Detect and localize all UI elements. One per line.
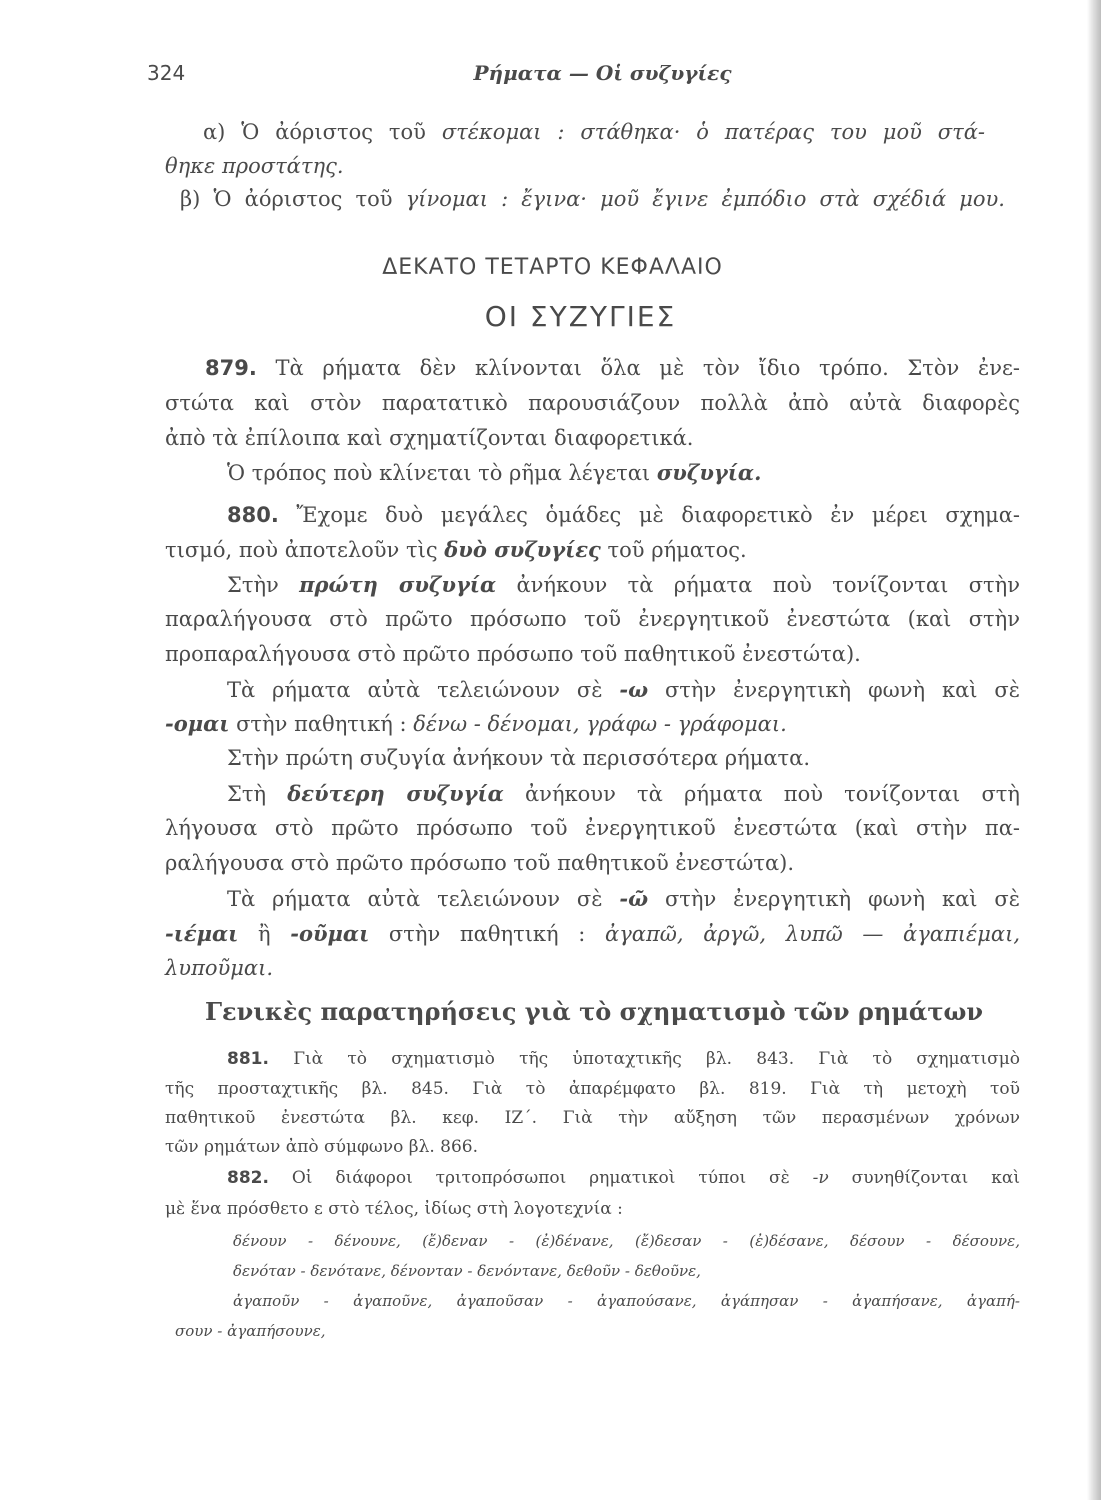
p880-text-9c: ἀνήκουν τὰ ρήματα ποὺ τονίζονται στὴ bbox=[503, 782, 1020, 806]
ending-n: -ν bbox=[812, 1168, 829, 1188]
intro-line-b bbox=[180, 189, 1005, 210]
p880-line-2 bbox=[165, 539, 1020, 561]
p880-line-11: ραλήγουσα στὸ πρῶτο πρόσωπο τοῦ παθητικοῦ ἐνεστώτα). bbox=[165, 851, 795, 875]
section-title: Γενικὲς παρατηρήσεις γιὰ τὸ σχηματισμὸ τῶν ρημάτων bbox=[205, 997, 984, 1026]
p880-text-2a: τισμό, ποὺ ἀποτελοῦν τὶς bbox=[165, 538, 445, 562]
intro-a-label: α) bbox=[203, 120, 242, 144]
p880-line-5: προπαραλήγουσα στὸ πρῶτο πρόσωπο τοῦ παθητικοῦ ἐνεστώτα). bbox=[165, 642, 861, 666]
p880-text-13d: στὴν παθητική : bbox=[369, 922, 606, 946]
p880-text-3c: ἀνήκουν τὰ ρήματα ποὺ τονίζονται στὴν bbox=[496, 573, 1020, 597]
p880-line-3 bbox=[227, 574, 1020, 596]
p881-line-3: παθητικοῦ ἐνεστώτα βλ. κεφ. ΙΖ΄. Γιὰ τὴν αὔξηση τῶν περασμένων χρόνων bbox=[165, 1108, 1020, 1128]
p879-line-1 bbox=[205, 358, 1020, 379]
term-defteri-syzygia: δεύτερη συζυγία bbox=[287, 781, 504, 806]
p882-text-1a: Οἱ διάφοροι τριτοπρόσωποι ρηματικοὶ τύποι σὲ bbox=[268, 1168, 813, 1188]
intro-a-italic-2: θηκε προστάτης. bbox=[165, 154, 344, 178]
intro-line-a1 bbox=[203, 122, 985, 143]
term-dyo-syzygies: δυὸ συζυγίες bbox=[444, 537, 601, 562]
p879-text-1: Τὰ ρήματα δὲν κλίνονται ὅλα μὲ τὸν ἴδιο τρόπο. Στὸν ἐνε- bbox=[256, 356, 1020, 380]
p880-line-9 bbox=[227, 783, 1020, 805]
p880-text-6a: Τὰ ρήματα αὐτὰ τελειώνουν σὲ bbox=[227, 678, 620, 702]
p880-line-14: λυποῦμαι. bbox=[165, 956, 274, 980]
ending-o: -ω bbox=[619, 677, 649, 702]
p882-line-2: μὲ ἕνα πρόσθετο ε στὸ τέλος, ἰδίως στὴ λογοτεχνία : bbox=[165, 1199, 623, 1219]
page-edge-shadow bbox=[1087, 0, 1101, 1500]
chapter-title: ΟΙ ΣΥΖΥΓΙΕΣ bbox=[484, 300, 677, 333]
p880-text-13b: ἢ bbox=[238, 922, 291, 946]
p880-text-1: Ἔχομε δυὸ μεγάλες ὁμάδες μὲ διαφορετικὸ ἐν μέρει σχημα- bbox=[278, 503, 1020, 527]
p880-line-8: Στὴν πρώτη συζυγία ἀνήκουν τὰ περισσότερα ρήματα. bbox=[227, 746, 811, 770]
p880-line-13 bbox=[165, 923, 1020, 945]
p882-text-1c: συνηθίζονται καὶ bbox=[828, 1168, 1020, 1188]
p880-text-6c: στὴν ἐνεργητικὴ φωνὴ καὶ σὲ bbox=[648, 678, 1020, 702]
term-syzygia: συζυγία. bbox=[656, 460, 762, 485]
p882-example-1: δένουν - δένουνε, (ἔ)δεναν - (ἐ)δένανε, (ἔ)δεσαν - (ἐ)δέσανε, δέσουν - δέσουνε, bbox=[233, 1232, 1020, 1250]
p882-number: 882. bbox=[227, 1168, 269, 1188]
p881-line-4: τῶν ρημάτων ἀπὸ σύμφωνο βλ. 866. bbox=[165, 1137, 478, 1157]
p880-text-12c: στὴν ἐνεργητικὴ φωνὴ καὶ σὲ bbox=[648, 887, 1020, 911]
p880-line-4: παραλήγουσα στὸ πρῶτο πρόσωπο τοῦ ἐνεργητικοῦ ἐνεστώτα (καὶ στὴν bbox=[165, 607, 1020, 631]
example-deno-grafo: δένω - δένομαι, γράφω - γράφομαι. bbox=[413, 712, 787, 736]
p880-line-10: λήγουσα στὸ πρῶτο πρόσωπο τοῦ ἐνεργητικοῦ ἐνεστώτα (καὶ στὴν πα- bbox=[165, 816, 1020, 840]
p880-line-1 bbox=[227, 505, 1020, 526]
p880-text-12a: Τὰ ρήματα αὐτὰ τελειώνουν σὲ bbox=[227, 887, 620, 911]
intro-b-italic: γίνομαι : ἔγινα· μοῦ ἔγινε ἐμπόδιο στὰ σχέδιά μου. bbox=[405, 187, 1005, 211]
page-number: 324 bbox=[147, 61, 186, 85]
p879-line-3: ἀπὸ τὰ ἐπίλοιπα καὶ σχηματίζονται διαφορετικά. bbox=[165, 426, 694, 450]
p881-text-1: Γιὰ τὸ σχηματισμὸ τῆς ὑποταχτικῆς βλ. 843. Γιὰ τὸ σχηματισμὸ bbox=[268, 1049, 1020, 1069]
p881-line-2: τῆς προσταχτικῆς βλ. 845. Γιὰ τὸ ἀπαρέμφατο βλ. 819. Γιὰ τὴ μετοχὴ τοῦ bbox=[165, 1079, 1020, 1099]
intro-b-text: Ὁ ἀόριστος τοῦ bbox=[213, 187, 406, 211]
p880-text-7b: στὴν παθητική : bbox=[229, 712, 414, 736]
p881-line-1 bbox=[227, 1051, 1020, 1068]
intro-b-label: β) bbox=[180, 187, 214, 211]
p880-text-2c: τοῦ ρήματος. bbox=[600, 538, 747, 562]
ending-o-circumflex: -ῶ bbox=[619, 886, 649, 911]
p882-example-2: δενόταν - δενότανε, δένονταν - δενόντανε, δεθοῦν - δεθοῦνε, bbox=[233, 1262, 701, 1280]
p880-line-7 bbox=[165, 713, 1020, 735]
p881-number: 881. bbox=[227, 1049, 269, 1069]
running-title: Ρήματα — Οἱ συζυγίες bbox=[473, 61, 732, 85]
p880-text-3a: Στὴν bbox=[227, 573, 300, 597]
p882-example-4: σουν - ἀγαπήσουνε, bbox=[175, 1322, 326, 1340]
ending-oumai: -οῦμαι bbox=[290, 921, 370, 946]
p879-line-4 bbox=[227, 462, 1082, 484]
chapter-label: ΔΕΚΑΤΟ ΤΕΤΑΡΤΟ ΚΕΦΑΛΑΙΟ bbox=[382, 255, 723, 280]
example-agapo: ἀγαπῶ, ἀργῶ, λυπῶ — ἀγαπιέμαι, bbox=[605, 922, 1021, 946]
p882-line-1 bbox=[227, 1170, 1020, 1187]
p880-line-12 bbox=[227, 888, 1020, 910]
intro-a-text: Ὁ ἀόριστος τοῦ bbox=[241, 120, 442, 144]
p879-text-4: Ὁ τρόπος ποὺ κλίνεται τὸ ρῆμα λέγεται bbox=[227, 461, 657, 485]
term-proti-syzygia: πρώτη συζυγία bbox=[299, 572, 497, 597]
p882-example-3: ἀγαποῦν - ἀγαποῦνε, ἀγαποῦσαν - ἀγαπούσανε, ἀγάπησαν - ἀγαπήσανε, ἀγαπή- bbox=[233, 1292, 1020, 1310]
p879-line-2: στώτα καὶ στὸν παρατατικὸ παρουσιάζουν πολλὰ ἀπὸ αὐτὰ διαφορὲς bbox=[165, 391, 1020, 415]
ending-iemai: -ιέμαι bbox=[165, 921, 239, 946]
p879-number: 879. bbox=[205, 356, 257, 380]
p880-line-6 bbox=[227, 679, 1020, 701]
intro-a-italic-1: στέκομαι : στάθηκα· ὁ πατέρας του μοῦ στά- bbox=[441, 120, 985, 144]
p880-number: 880. bbox=[227, 503, 279, 527]
ending-omai: -ομαι bbox=[165, 711, 230, 736]
p880-text-9a: Στὴ bbox=[227, 782, 288, 806]
